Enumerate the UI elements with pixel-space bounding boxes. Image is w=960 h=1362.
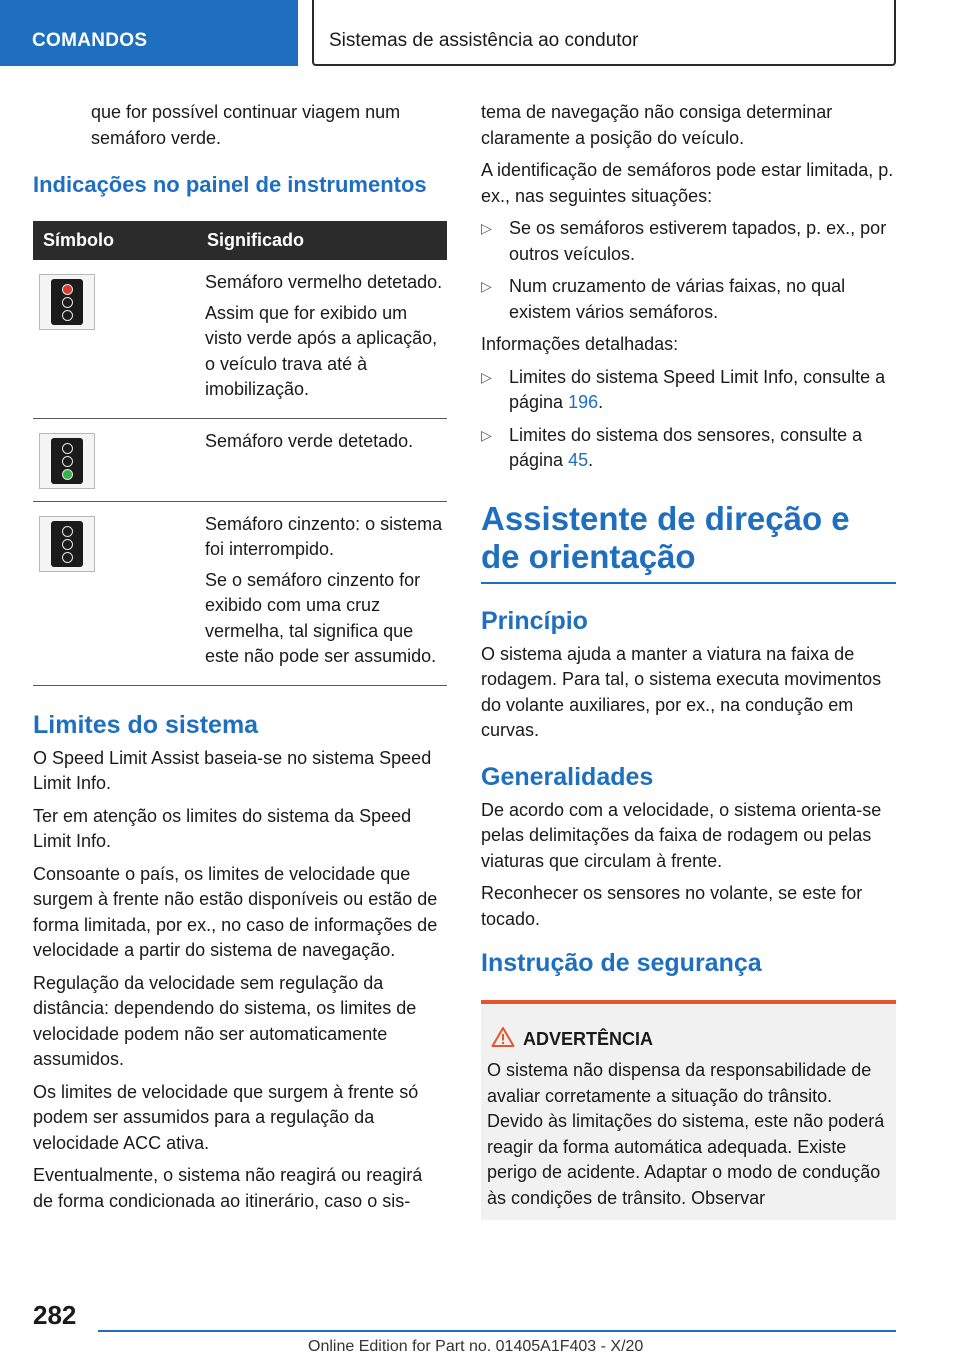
lamp-top [62, 443, 73, 454]
traffic-light-red-icon [39, 274, 95, 330]
warning-text: O sistema não dispensa da responsabilidade de avaliar corretamente a situação do trânsito. Devido às limitações do sistema, este não poderá reagir da forma automática adequada. Existe perigo de acidente. Adaptar o modo de condução às condições de trânsito. Observar [487, 1060, 885, 1208]
lamp-middle [62, 297, 73, 308]
footer-rule [98, 1330, 896, 1332]
reference-list [481, 365, 896, 474]
principle-paragraph: O sistema ajuda a manter a viatura na faixa de rodagem. Para tal, o sistema executa movimentos do volante auxiliares, por ex., na condução em curvas. [481, 643, 882, 740]
meaning-text: Semáforo vermelho detetado. [205, 272, 443, 292]
lamp-bottom [62, 552, 73, 563]
lamp-bottom [62, 469, 73, 480]
triangle-bullet-icon: ▷ [481, 278, 492, 294]
safety-heading: Instrução de segurança [481, 949, 762, 977]
warning-title: ADVERTÊNCIA [523, 1029, 654, 1049]
meaning-text: Assim que for exibido um visto verde após a aplicação, o veículo trava até à imobilização. [205, 302, 438, 399]
table-header-row [33, 221, 447, 260]
lamp-bottom [62, 310, 73, 321]
table-row [33, 260, 447, 418]
table-row [33, 501, 447, 685]
page-link-45[interactable]: 45 [568, 450, 589, 470]
list-item: ▷ Limites do sistema dos sensores, consulte a página 45. [481, 424, 863, 470]
lamp-middle [62, 539, 73, 550]
main-heading: Assistente de direção e de orientação [481, 500, 896, 584]
limits-paragraph: Consoante o país, os limites de velocidade que surgem à frente não estão disponíveis ou estão de forma limitada, por ex., no caso de informações de velocidade a partir do sistema de navegação. [33, 863, 438, 960]
limits-paragraph: Os limites de velocidade que surgem à frente só podem ser assumidos para a regulação da velocidade ACC ativa. [33, 1081, 419, 1153]
meaning-text: Semáforo verde detetado. [205, 430, 414, 451]
page-number: 282 [33, 1300, 77, 1330]
traffic-light-green-icon [39, 433, 95, 489]
section-tab: COMANDOS [0, 0, 298, 66]
indications-heading: Indicações no painel de instrumentos [33, 172, 427, 197]
column-header-symbol: Símbolo [33, 221, 195, 260]
right-column [481, 100, 896, 1220]
meaning-text: Semáforo cinzento: o sistema foi interrompido. [205, 513, 443, 559]
situations-list [481, 216, 896, 325]
triangle-bullet-icon: ▷ [481, 426, 492, 443]
page-header [0, 0, 960, 66]
limits-paragraph: Regulação da velocidade sem regulação da distância: dependendo do sistema, os limites de velocidade podem não ser automaticamente assumidos. [33, 972, 417, 1069]
principle-heading: Princípio [481, 606, 588, 635]
left-column [33, 100, 447, 1221]
traffic-light-grey-icon [39, 516, 95, 572]
identification-paragraph: A identificação de semáforos pode estar limitada, p. ex., nas seguintes situações: [481, 160, 894, 206]
list-item: ▷ Num cruzamento de várias faixas, no qual existem vários semáforos. [481, 276, 846, 322]
page-link-196[interactable]: 196 [568, 392, 599, 412]
list-item: ▷ Limites do sistema Speed Limit Info, consulte a página 196. [481, 366, 886, 412]
warning-triangle-icon [491, 1026, 515, 1054]
limits-paragraph: Ter em atenção os limites do sistema da Speed Limit Info. [33, 805, 412, 851]
lamp-middle [62, 456, 73, 467]
general-paragraph: Reconhecer os sensores no volante, se este for tocado. [481, 883, 863, 929]
general-heading: Generalidades [481, 762, 654, 791]
info-label: Informações detalhadas: [481, 334, 679, 354]
meaning-text: Se o semáforo cinzento for exibido com uma cruz vermelha, tal significa que este não pode ser assumido. [205, 569, 437, 666]
lamp-top [62, 284, 73, 295]
edition-footer: Online Edition for Part no. 01405A1F403 - X/20 [308, 1338, 644, 1355]
triangle-bullet-icon: ▷ [481, 220, 492, 236]
table-row [33, 418, 447, 501]
intro-paragraph: que for possível continuar viagem num semáforo verde. [91, 102, 401, 148]
warning-box [481, 1000, 896, 1220]
limits-heading: Limites do sistema [33, 710, 259, 739]
general-paragraph: De acordo com a velocidade, o sistema orienta-se pelas delimitações da faixa de rodagem ou pelas viaturas que circulam à frente. [481, 799, 882, 871]
limits-paragraph: Eventualmente, o sistema não reagirá ou reagirá de forma condicionada ao itinerário, caso o sis- [33, 1165, 423, 1211]
column-header-meaning: Significado [195, 221, 447, 260]
triangle-bullet-icon: ▷ [481, 368, 492, 385]
symbol-table [33, 221, 447, 686]
continued-paragraph: tema de navegação não consiga determinar claramente a posição do veículo. [481, 102, 833, 148]
list-item: ▷ Se os semáforos estiverem tapados, p. ex., por outros veículos. [481, 218, 887, 264]
limits-paragraph: O Speed Limit Assist baseia-se no sistema Speed Limit Info. [33, 747, 432, 793]
chapter-title: Sistemas de assistência ao condutor [312, 0, 896, 66]
lamp-top [62, 526, 73, 537]
